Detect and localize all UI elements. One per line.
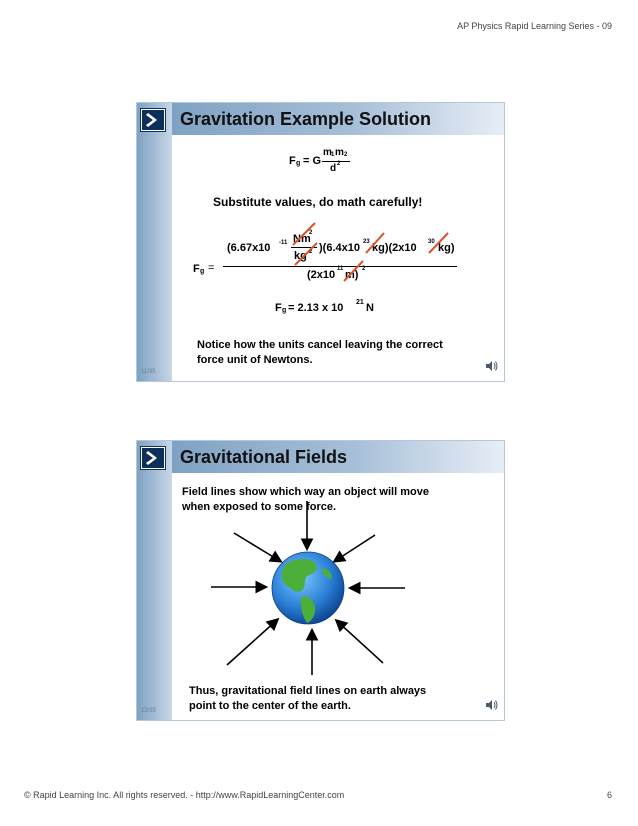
note-line-1: Notice how the units cancel leaving the correct bbox=[197, 339, 443, 351]
speaker-icon[interactable] bbox=[485, 359, 499, 377]
earth-field-diagram bbox=[137, 441, 504, 720]
slide-title: Gravitation Example Solution bbox=[180, 109, 432, 129]
page-number: 6 bbox=[606, 790, 612, 800]
earth-icon bbox=[272, 552, 344, 624]
conclusion-line-2: point to the center of the earth. bbox=[189, 700, 351, 712]
slide-gravitation-example: Gravitation Example Solution F g = G m 1 m 2 d 2 Substitute values, do math carefully! F g = (6.67x10 -11 Nm 2 kg 2 )(6.4x10 23 kg)(2x10 30 kg) (2x10 11 m) 2 F g = 2.13 x 10 21 N Notice how the units cancel leaving the correct force unit of Newtons. 11/35 bbox=[136, 102, 505, 382]
slide-title: Gravitational Fields bbox=[180, 447, 348, 467]
conclusion-line-1: Thus, gravitational field lines on earth always bbox=[189, 685, 427, 697]
instruction-text: Substitute values, do math carefully! bbox=[213, 195, 423, 209]
slide-gravitational-fields bbox=[136, 440, 505, 721]
slide-counter: 12/35 bbox=[141, 708, 157, 714]
intro-line-1: Field lines show which way an object will move bbox=[182, 486, 429, 498]
page-footer: © Rapid Learning Inc. All rights reserved. - http://www.RapidLearningCenter.com bbox=[24, 790, 345, 800]
intro-line-2: when exposed to some force. bbox=[182, 501, 337, 513]
speaker-icon[interactable] bbox=[485, 698, 499, 716]
slide-counter: 11/35 bbox=[141, 369, 156, 375]
note-line-2: force unit of Newtons. bbox=[197, 354, 313, 366]
page-header: AP Physics Rapid Learning Series - 09 bbox=[457, 21, 612, 31]
